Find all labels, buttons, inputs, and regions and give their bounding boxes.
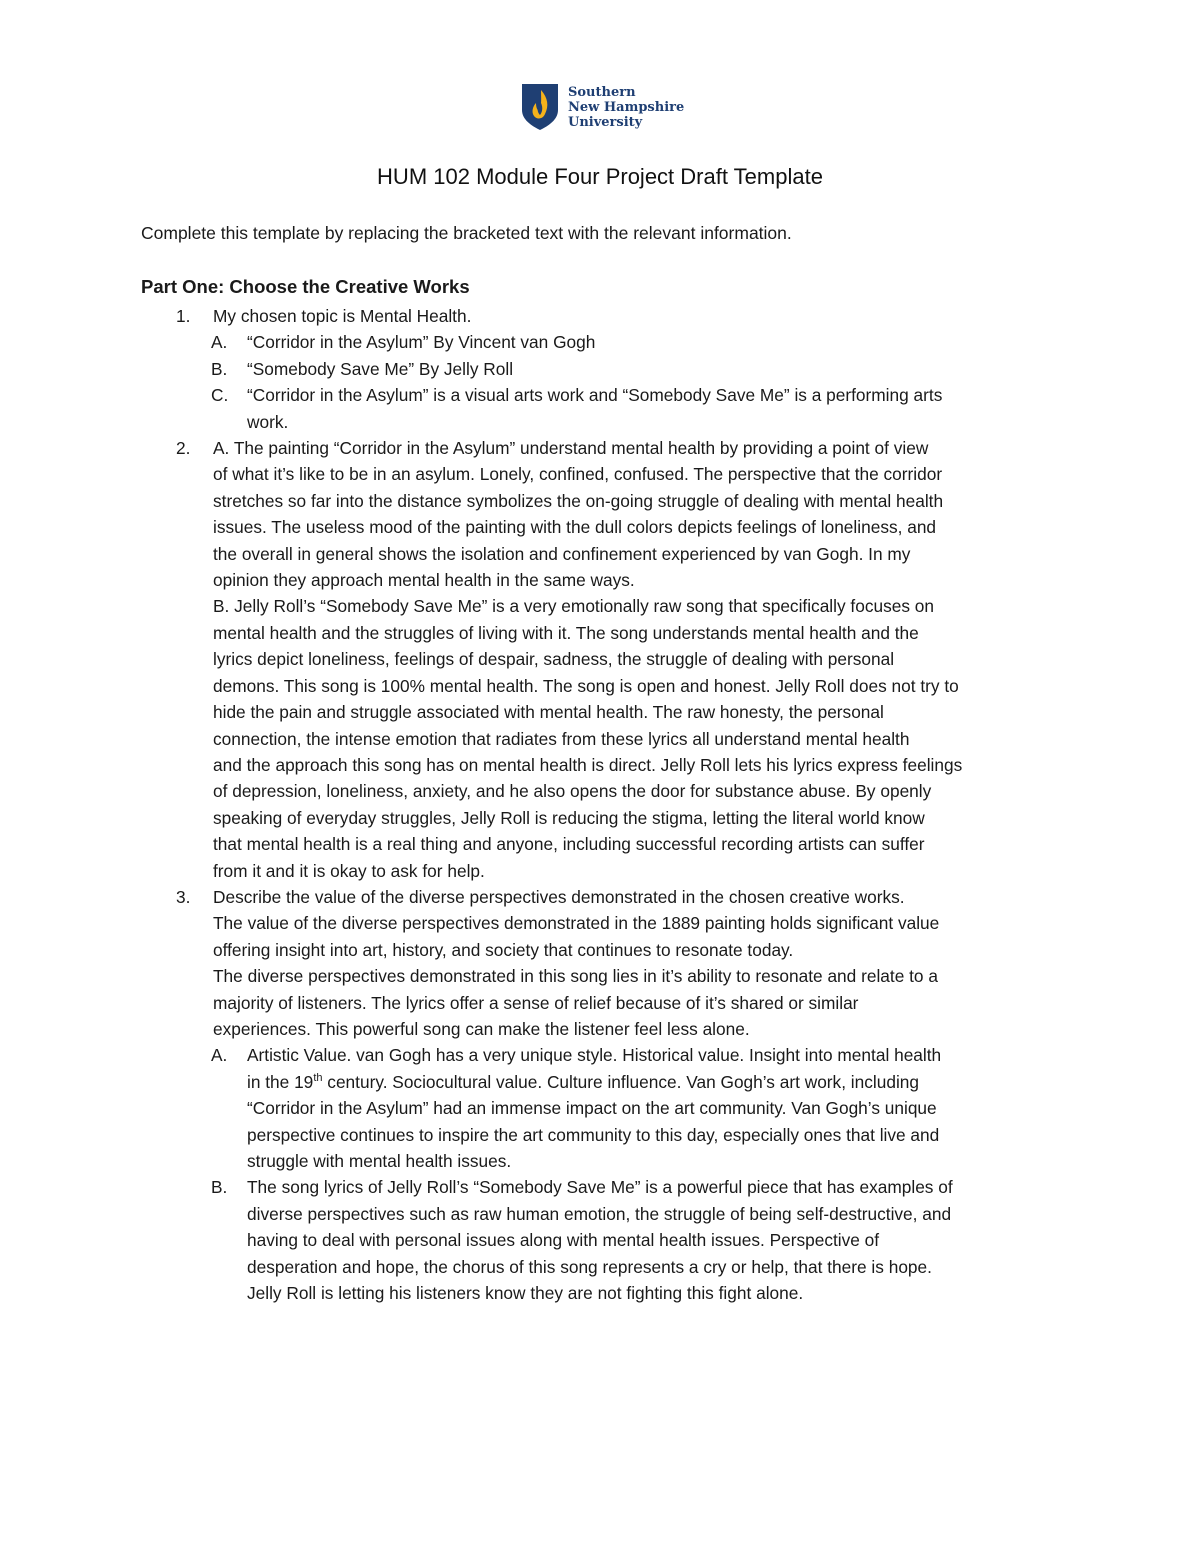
paragraph-line: The diverse perspectives demonstrated in this song lies in it’s ability to resonate and relate to a xyxy=(213,966,938,987)
sub-item-3a xyxy=(141,1042,1071,1174)
sub-item-line: Jelly Roll is letting his listeners know they are not fighting this fight alone. xyxy=(247,1283,804,1304)
paragraph-line: The value of the diverse perspectives demonstrated in the 1889 painting holds significant value xyxy=(213,913,940,934)
paragraph-line: B. Jelly Roll’s “Somebody Save Me” is a very emotionally raw song that specifically focuses on xyxy=(213,596,935,617)
list-marker: 3. xyxy=(176,886,191,907)
sub-marker: B. xyxy=(211,1177,228,1198)
sub-item-3b xyxy=(141,1174,1071,1306)
paragraph-line: speaking of everyday struggles, Jelly Roll is reducing the stigma, letting the literal world know xyxy=(213,807,925,828)
paragraph-line: opinion they approach mental health in the same ways. xyxy=(213,570,635,591)
sub-item-line xyxy=(247,1069,1071,1095)
sub-item-line: “Corridor in the Asylum” is a visual arts work and “Somebody Save Me” is a performing arts xyxy=(247,385,943,406)
text-fragment: century. Sociocultural value. Culture influence. Van Gogh’s art work, including xyxy=(322,1071,920,1092)
document-body xyxy=(141,303,1071,1306)
paragraph-line: of depression, loneliness, anxiety, and he also opens the door for substance abuse. By openly xyxy=(213,781,932,802)
sub-item-line: diverse perspectives such as raw human emotion, the struggle of being self-destructive, and xyxy=(247,1203,952,1224)
intro-text: Complete this template by replacing the bracketed text with the relevant information. xyxy=(141,223,792,243)
paragraph-line: stretches so far into the distance symbolizes the on-going struggle of dealing with mental health xyxy=(213,490,944,511)
paragraph-line: majority of listeners. The lyrics offer a sense of relief because of it’s shared or similar xyxy=(213,992,859,1013)
logo-line: University xyxy=(568,115,643,130)
paragraph-line: A. The painting “Corridor in the Asylum” understand mental health by providing a point of view xyxy=(213,438,929,459)
list-item-3 xyxy=(141,884,1071,1042)
sub-item-line: The song lyrics of Jelly Roll’s “Somebody Save Me” is a powerful piece that has examples of xyxy=(247,1177,953,1198)
university-shield-icon xyxy=(522,84,558,130)
paragraph-line: offering insight into art, history, and society that continues to resonate today. xyxy=(213,939,794,960)
list-item-1 xyxy=(141,303,1071,329)
paragraph-line: from it and it is okay to ask for help. xyxy=(213,860,485,881)
paragraph-line: Describe the value of the diverse perspectives demonstrated in the chosen creative works. xyxy=(213,886,905,907)
list-item-text: My chosen topic is Mental Health. xyxy=(213,306,472,326)
superscript: th xyxy=(313,1072,323,1085)
list-marker: 1. xyxy=(176,306,191,326)
sub-item-line: “Corridor in the Asylum” By Vincent van Gogh xyxy=(247,332,596,353)
sub-item-line: having to deal with personal issues along with mental health issues. Perspective of xyxy=(247,1230,880,1251)
paragraph-line: mental health and the struggles of living with it. The song understands mental health and the xyxy=(213,622,919,643)
sub-marker: C. xyxy=(211,385,229,406)
sub-item-1b xyxy=(141,356,1071,382)
paragraph-line: the overall in general shows the isolation and confinement experienced by van Gogh. In my xyxy=(213,543,911,564)
paragraph-line: experiences. This powerful song can make the listener feel less alone. xyxy=(213,1018,750,1039)
sub-marker: A. xyxy=(211,332,228,353)
paragraph-line: demons. This song is 100% mental health. The song is open and honest. Jelly Roll does not try to xyxy=(213,675,959,696)
sub-marker: A. xyxy=(211,1045,228,1066)
logo-line: Southern xyxy=(568,85,636,100)
sub-item-line: “Somebody Save Me” By Jelly Roll xyxy=(247,358,514,379)
sub-item-1a xyxy=(141,329,1071,355)
sub-item-line: perspective continues to inspire the art community to this day, especially ones that live and xyxy=(247,1124,940,1145)
list-marker: 2. xyxy=(176,438,191,459)
part-one-heading: Part One: Choose the Creative Works xyxy=(141,276,470,297)
paragraph-line: of what it’s like to be in an asylum. Lonely, confined, confused. The perspective that the corridor xyxy=(213,464,943,485)
paragraph-line: and the approach this song has on mental health is direct. Jelly Roll lets his lyrics express feelings xyxy=(213,754,963,775)
sub-item-line: desperation and hope, the chorus of this song represents a cry or help, that there is hope. xyxy=(247,1256,932,1277)
paragraph-line: hide the pain and struggle associated with mental health. The raw honesty, the personal xyxy=(213,702,884,723)
sub-marker: B. xyxy=(211,358,228,379)
logo-wordmark xyxy=(568,85,684,130)
logo-line: New Hampshire xyxy=(568,100,685,115)
university-logo xyxy=(522,84,684,130)
sub-item-1c xyxy=(141,382,1071,435)
sub-item-line: Artistic Value. van Gogh has a very unique style. Historical value. Insight into mental health xyxy=(247,1045,942,1066)
paragraph-line: lyrics depict loneliness, feelings of despair, sadness, the struggle of dealing with personal xyxy=(213,649,895,670)
paragraph-line: connection, the intense emotion that radiates from these lyrics all understand mental health xyxy=(213,728,910,749)
paragraph-line: issues. The useless mood of the painting with the dull colors depicts feelings of loneliness, and xyxy=(213,517,937,538)
paragraph-line: that mental health is a real thing and anyone, including successful recording artists can suffer xyxy=(213,834,925,855)
list-item-2 xyxy=(141,435,1071,884)
sub-item-line: struggle with mental health issues. xyxy=(247,1151,512,1171)
sub-item-line: work. xyxy=(247,411,289,432)
document-title: HUM 102 Module Four Project Draft Template xyxy=(377,164,823,189)
text-fragment: in the 19 xyxy=(247,1071,314,1092)
sub-item-line: “Corridor in the Asylum” had an immense impact on the art community. Van Gogh’s unique xyxy=(247,1098,937,1119)
